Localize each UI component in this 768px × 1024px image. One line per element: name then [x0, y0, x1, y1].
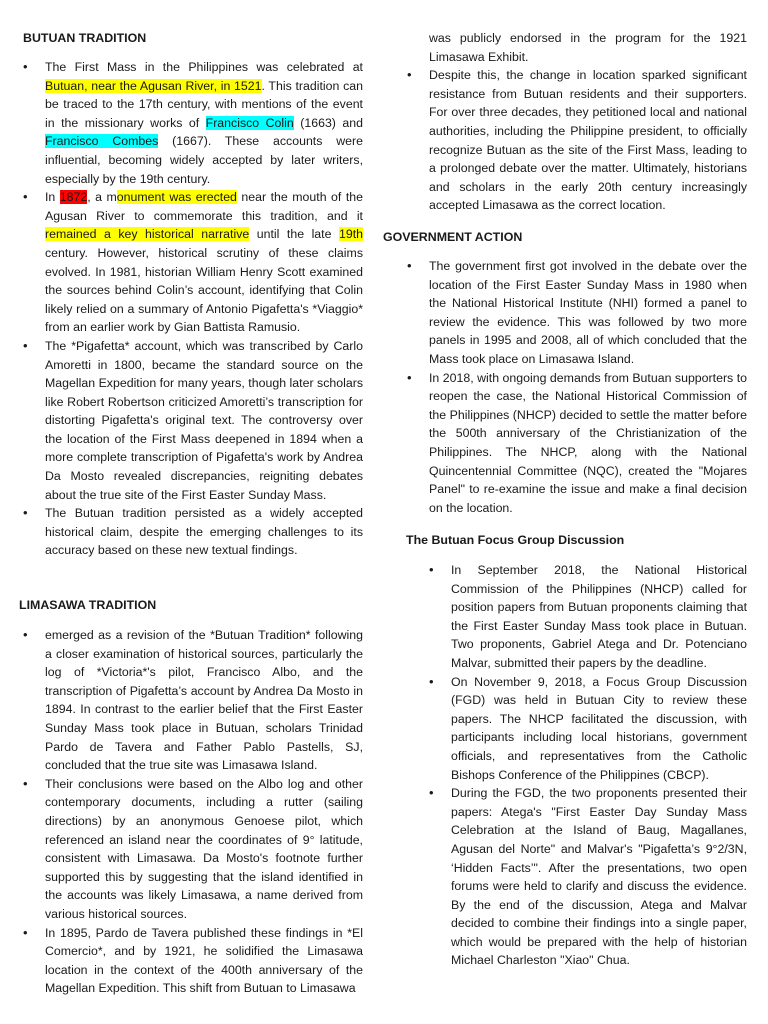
limasawa-item-1: • emerged as a revision of the *Butuan Tradition* following a closer examination of historical sources, particularly the log of *Victoria*'s pilot, Francisco Albo, and the transcription of Pigafetta’s account by Andrea Da Mosto in 1894. In contrast to the earlier belief that the First Easter Sunday Mass took place in Butuan, scholars Trinidad Pardo de Tavera and Father Pablo Pastells, SJ, concluded that the true site was Limasawa Island. — [45, 626, 363, 775]
limasawa-item-2: • Their conclusions were based on the Albo log and other contemporary documents, including a rutter (sailing directions) by an anonymous Genoese pilot, which referenced an island near the coordinates of 9° latitude, consistent with Limasawa. Da Mosto's footnote further supported this by suggesting that the island identified in the accounts was likely Limasawa, a name derived from various historical sources. — [45, 775, 363, 924]
highlight-cyan: Francisco Combes — [45, 134, 159, 149]
government-action-list — [429, 257, 747, 517]
focus-item-3: • During the FGD, the two proponents presented their papers: Atega's "First Easter Day Sunday Mass Celebration at the Island of Baug, Magallanes, Agusan del Norte" and Malvar's "Pigafetta’s 9°2/3N, ‘Hidden Facts’". After the presentations, two open forums were held to clarify and discuss the evidence. By the end of the discussion, Atega and Malvar decided to combine their findings into a single paper, which would be prepared with the help of historian Michael Charleston "Xiao" Chua. — [451, 784, 747, 970]
butuan-item-4: • The Butuan tradition persisted as a widely accepted historical claim, despite the emerging challenges to its accuracy based on these new textual findings. — [45, 504, 363, 560]
government-action-heading: GOVERNMENT ACTION — [383, 230, 523, 244]
butuan-tradition-list — [45, 58, 363, 560]
limasawa-continuation-list — [429, 29, 747, 215]
limasawa-continuation-text: was publicly endorsed in the program for the 1921 Limasawa Exhibit. — [429, 31, 747, 64]
government-item-1: • The government first got involved in the debate over the location of the First Easter Sunday Mass in 1980 when the National Historical Institute (NHI) formed a panel to review the evidence. This was followed by two more panels in 1995 and 2008, all of which concluded that the Mass took place on Limasawa Island. — [429, 257, 747, 369]
butuan-item-2: • In 1872, a monument was erected near the mouth of the Agusan River to commemorate this tradition, and it remained a key historical narrative until the late 19th century. However, historical scrutiny of these claims evolved. In 1981, historian William Henry Scott examined the sources behind Colin’s account, identifying that Colin likely relied on a summary of Antonio Pigafetta's *Viaggio* from an earlier work by Gian Battista Ramusio. — [45, 188, 363, 337]
limasawa-tradition-heading: LIMASAWA TRADITION — [19, 598, 157, 612]
butuan-item-3: • The *Pigafetta* account, which was transcribed by Carlo Amoretti in 1800, became the standard source on the Magellan Expedition for many years, though later scholars like Robert Robertson criticized Amoretti’s transcription for distorting Pigafetta's original text. The controversy over the location of the First Mass deepened in 1894 when a more complete transcription of Pigafetta's work by Andrea Da Mosto revealed discrepancies, reigniting debates about the true site of the First Easter Sunday Mass. — [45, 337, 363, 504]
limasawa-item-3: • In 1895, Pardo de Tavera published these findings in *El Comercio*, and by 1921, he solidified the Limasawa location in the context of the 400th anniversary of the Magellan Expedition. This shift from Butuan to Limasawa — [45, 924, 363, 998]
focus-group-heading: The Butuan Focus Group Discussion — [406, 533, 625, 547]
highlight-yellow: onument was erected — [116, 190, 237, 205]
highlight-yellow: Butuan, near the Agusan River, in 1521 — [45, 78, 262, 93]
butuan-item-1: • The First Mass in the Philippines was celebrated at Butuan, near the Agusan River, in 1521. This tradition can be traced to the 17th century, with mentions of the event in the missionary works of Francisco Colin (1663) and Francisco Combes (1667). These accounts were influential, becoming widely accepted by later writers, especially by the 19th century. — [45, 58, 363, 188]
focus-item-1: • In September 2018, the National Historical Commission of the Philippines (NHCP) called for position papers from Butuan proponents claiming that the First Easter Sunday Mass took place in Butuan. Two proponents, Gabriel Atega and Dr. Potenciano Malvar, submitted their papers by the deadline. — [451, 561, 747, 673]
limasawa-item-4: • Despite this, the change in location sparked significant resistance from Butuan residents and their supporters. For over three decades, they petitioned local and national authorities, including the Philippine president, to officially recognize Butuan as the site of the First Mass, leading to a prolonged debate over the matter. Ultimately, historians and scholars in the early 20th century increasingly accepted Limasawa as the correct location. — [429, 66, 747, 215]
focus-group-list — [451, 561, 747, 970]
highlight-red: 1872 — [59, 190, 88, 205]
highlight-yellow: 19th — [338, 227, 363, 242]
limasawa-tradition-list — [45, 626, 363, 998]
government-item-2: • In 2018, with ongoing demands from Butuan supporters to reopen the case, the National Historical Commission of the Philippines (NHCP) decided to settle the matter before the 500th anniversary of the Christianization of the Philippines. The NHCP, along with the National Quincentennial Committee (NQC), created the "Mojares Panel" to re-examine the issue and make a final decision on the location. — [429, 369, 747, 518]
highlight-cyan: Francisco Colin — [205, 115, 294, 130]
butuan-tradition-heading: BUTUAN TRADITION — [23, 31, 147, 45]
highlight-yellow: remained a key historical narrative — [45, 227, 250, 242]
focus-item-2: • On November 9, 2018, a Focus Group Discussion (FGD) was held in Butuan City to review these papers. The NHCP facilitated the discussion, with participants including local historians, government officials, and representatives from the Catholic Bishops Conference of the Philippines (CBCP). — [451, 673, 747, 785]
